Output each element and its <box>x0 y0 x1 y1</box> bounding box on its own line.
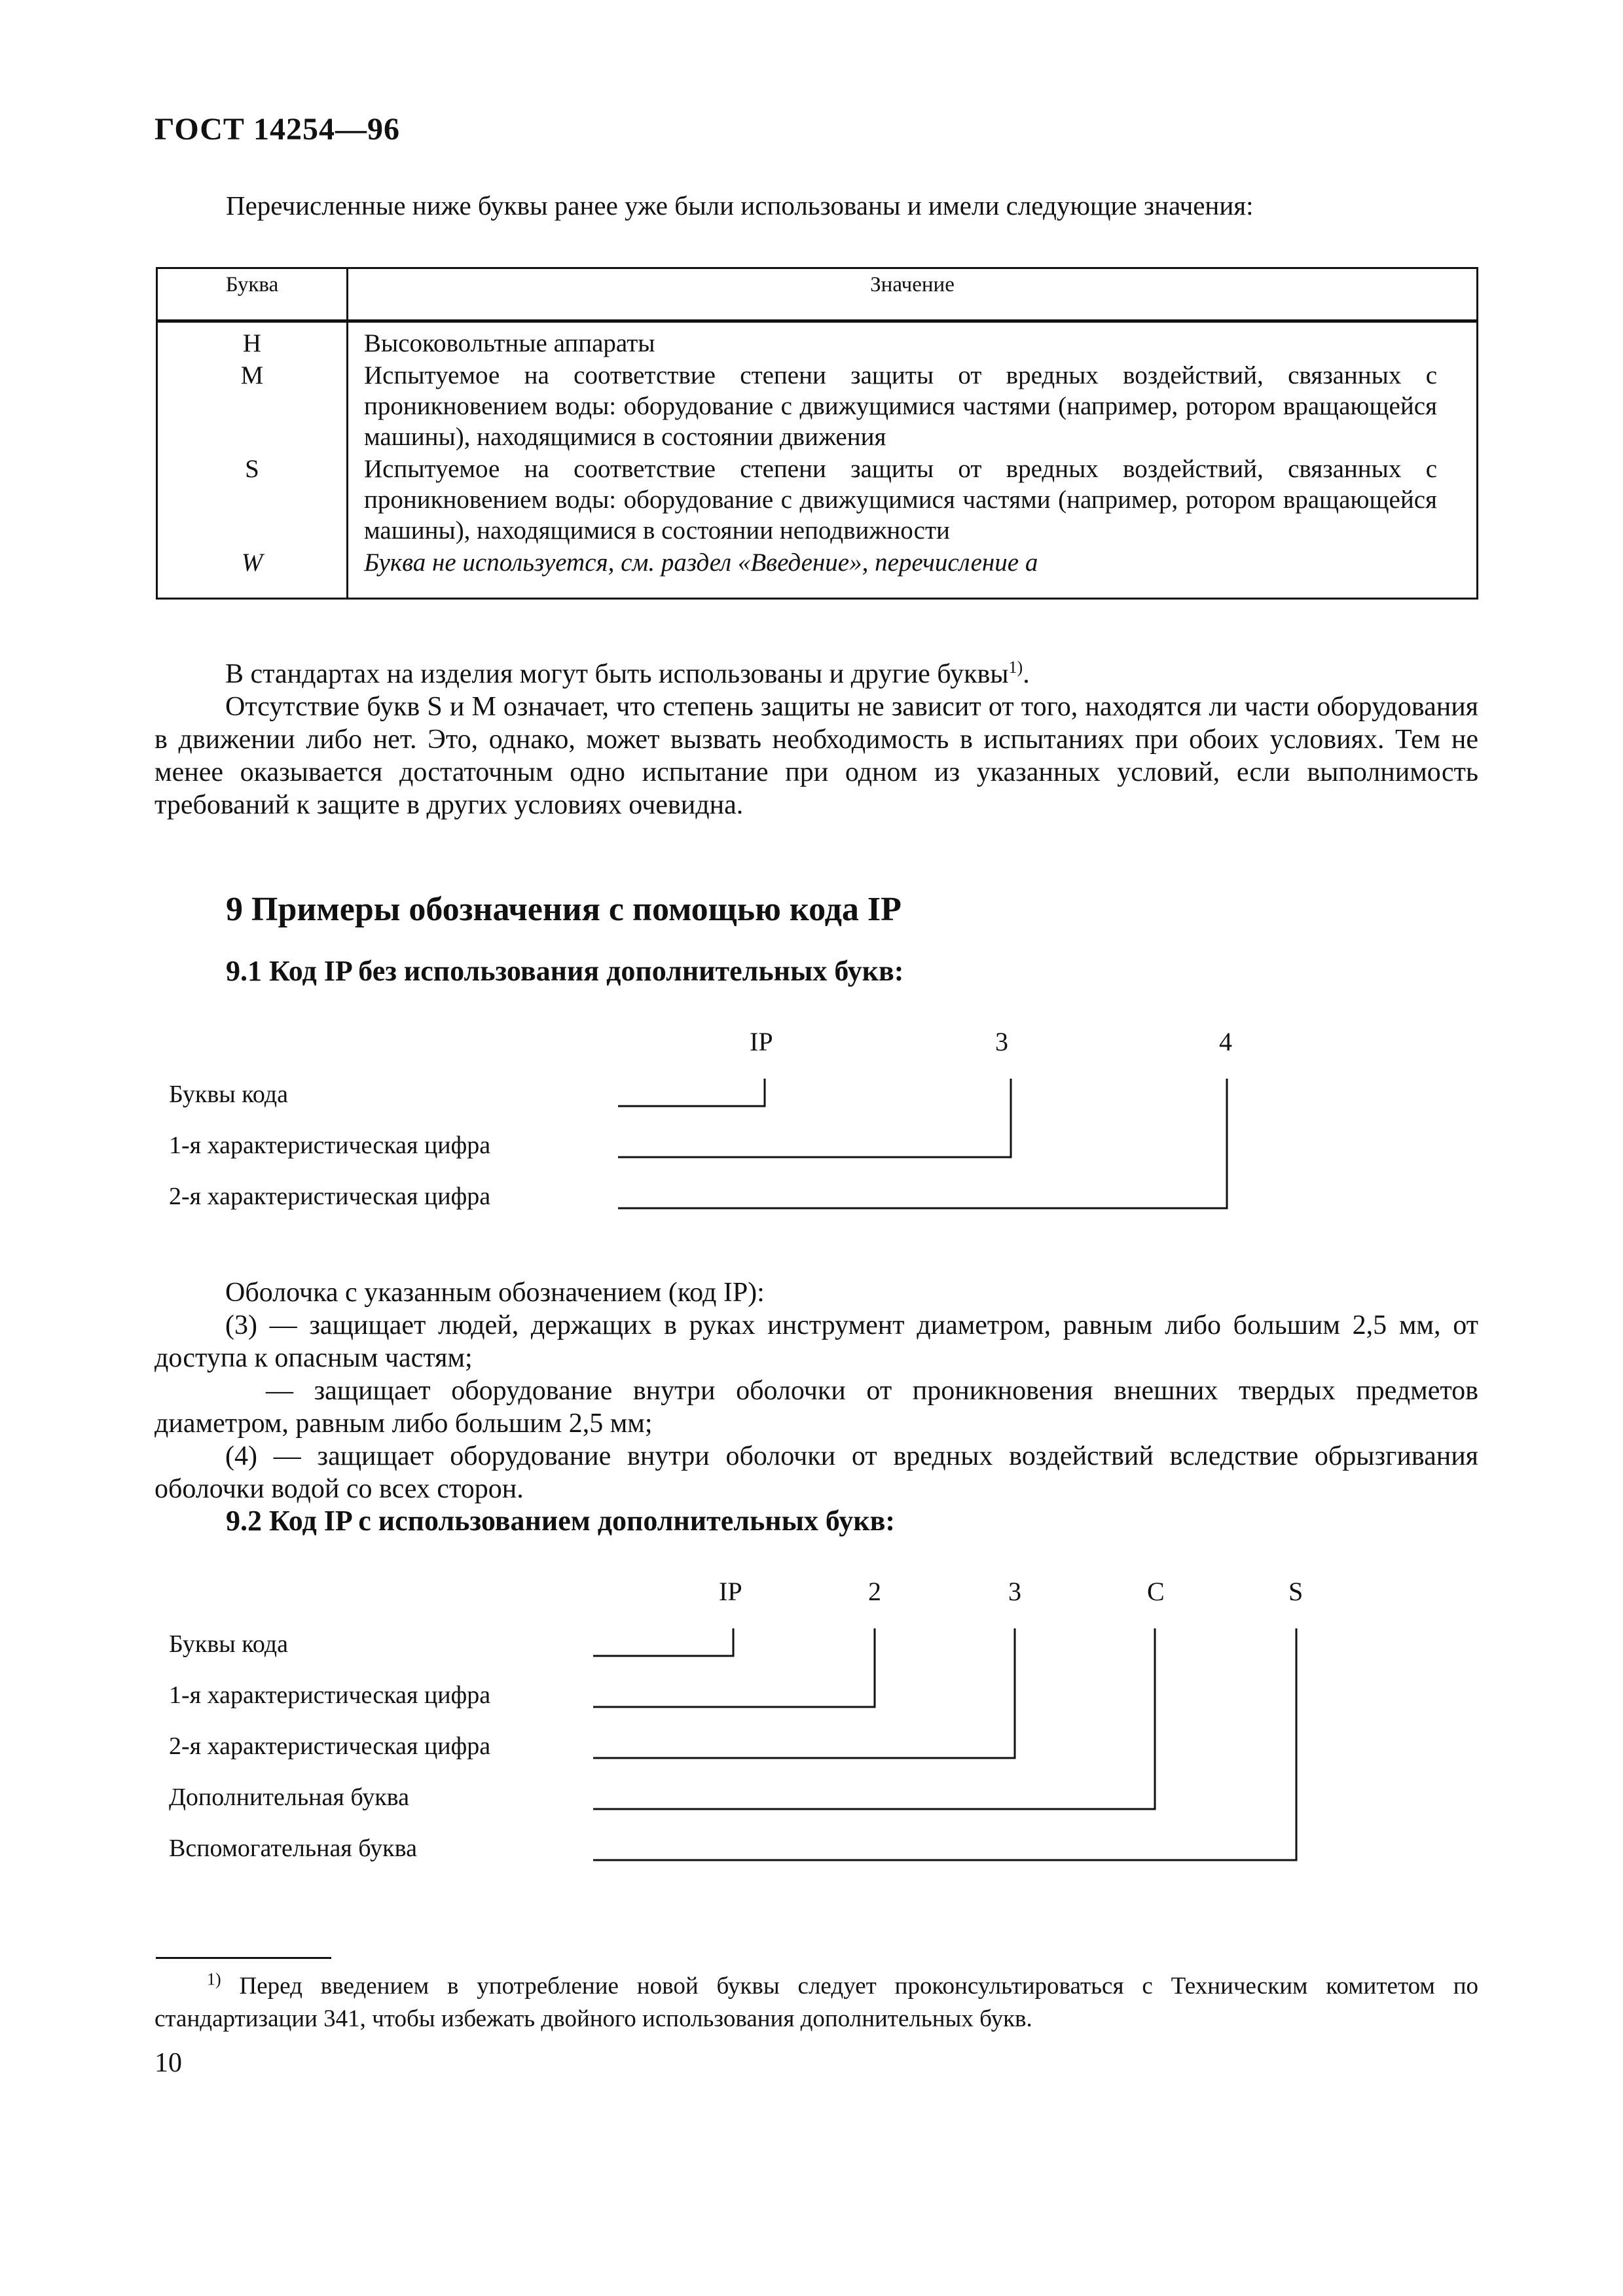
footnote-text: Перед введением в употребление новой буквы следует проконсультироваться с Техническим комитетом по стандартизации 341, чтобы избежать двойного использования дополнительных букв. <box>155 1973 1478 2032</box>
diagram2-connector-ip <box>593 1628 733 1656</box>
table-cell-letter: W <box>157 547 348 599</box>
diagram2-symbol-digit1: 2 <box>868 1577 881 1606</box>
table-cell-meaning: Высоковольтные аппараты <box>348 321 1478 360</box>
paragraph-absence-sm: Отсутствие букв S и M означает, что степень защиты не зависит от того, находятся ли части оборудования в движении либо нет. Это, однако, может вызвать необходимость в испытаниях при обоих условиях. Тем не менее оказывается достаточным одно испытание при одном из указанных условий, если выполнимость требований к защите в других условиях очевидна. <box>155 692 1478 820</box>
table-cell-meaning: Буква не используется, см. раздел «Введение», перечисление a <box>348 547 1478 599</box>
section-title: 9 Примеры обозначения с помощью кода IP <box>226 891 902 928</box>
diagram2-label-second-digit: 2-я характеристическая цифра <box>169 1732 491 1760</box>
diagram1-symbol-digit1: 3 <box>995 1027 1008 1056</box>
footnote-text-line <box>155 1970 1478 2036</box>
diagram2-symbol-ip: IP <box>719 1577 742 1606</box>
enclosure-item-4: (4) — защищает оборудование внутри оболочки от вредных воздействий вследствие обрызгивания оболочки водой со всех сторон. <box>155 1441 1478 1504</box>
diagram1-connector-ip <box>618 1079 765 1106</box>
diagram1-connector-digit2 <box>618 1079 1227 1208</box>
column-header-meaning: Значение <box>348 268 1478 321</box>
diagram2-symbol-additional: C <box>1147 1577 1165 1606</box>
diagram2-connector-digit2 <box>593 1628 1015 1758</box>
page-number: 10 <box>155 2048 182 2078</box>
table-cell-letter: H <box>157 321 348 360</box>
diagram1-label-code-letters: Буквы кода <box>169 1081 288 1108</box>
table-cell-meaning: Испытуемое на соответствие степени защиты от вредных воздействий, связанных с проникновением воды: оборудование с движущимися частями (например, ротором вращающейся машины), находящимися в состоянии неподвижности <box>348 453 1478 547</box>
table-cell-letter: S <box>157 453 348 547</box>
diagram2-label-code-letters: Буквы кода <box>169 1630 288 1658</box>
column-header-letter: Буква <box>157 268 348 321</box>
subsection-title-9-2: 9.2 Код IP с использованием дополнительных букв: <box>226 1505 896 1537</box>
table-cell-letter: M <box>157 359 348 453</box>
diagram1-symbol-digit2: 4 <box>1219 1027 1232 1056</box>
diagram2-symbol-supplementary: S <box>1288 1577 1304 1606</box>
paragraph-end: . <box>1023 659 1030 689</box>
diagram2-label-supplementary-letter: Вспомогательная буква <box>169 1835 417 1862</box>
diagram1-label-first-digit: 1-я характеристическая цифра <box>169 1132 491 1159</box>
footnote-separator <box>156 1957 331 1959</box>
subsection-title-9-1: 9.1 Код IP без использования дополнительных букв: <box>226 955 904 987</box>
footnote-mark: 1) <box>207 1969 221 1989</box>
diagram2-label-first-digit: 1-я характеристическая цифра <box>169 1681 491 1709</box>
footnote-reference: 1) <box>1008 658 1023 677</box>
enclosure-item-3b: — защищает оборудование внутри оболочки от проникновения внешних твердых предметов диаметром, равным либо большим 2,5 мм; <box>155 1376 1478 1439</box>
footnote <box>155 1970 1478 2036</box>
intro-text: Перечисленные ниже буквы ранее уже были использованы и имели следующие значения: <box>226 190 1254 221</box>
diagram1-symbol-ip: IP <box>750 1027 773 1056</box>
diagram1-connector-digit1 <box>618 1079 1011 1157</box>
diagram2-symbol-digit2: 3 <box>1008 1577 1021 1606</box>
document-header: ГОСТ 14254—96 <box>155 112 400 147</box>
paragraph-text: В стандартах на изделия могут быть использованы и другие буквы <box>225 659 1009 689</box>
table-cell-meaning: Испытуемое на соответствие степени защиты от вредных воздействий, связанных с проникновением воды: оборудование с движущимися частями (например, ротором вращающейся машины), находящимися в состоянии движения <box>348 359 1478 453</box>
enclosure-lead: Оболочка с указанным обозначением (код IP): <box>225 1278 765 1308</box>
enclosure-item-3a: (3) — защищает людей, держащих в руках инструмент диаметром, равным либо большим 2,5 мм, от доступа к опасным частям; <box>155 1310 1478 1373</box>
diagram2-connector-supplementary <box>593 1628 1296 1860</box>
diagram2-label-additional-letter: Дополнительная буква <box>169 1784 409 1811</box>
diagram1-label-second-digit: 2-я характеристическая цифра <box>169 1183 491 1210</box>
